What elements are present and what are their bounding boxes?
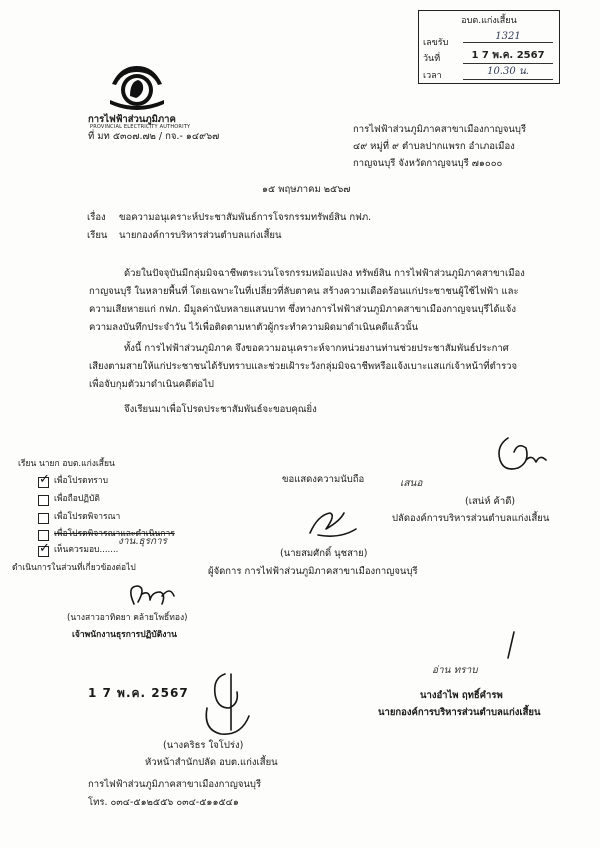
memo-to: เรียน นายก อบต.แก่งเสี้ยน — [18, 459, 115, 469]
letter-date: ๑๕ พฤษภาคม ๒๕๖๗ — [262, 184, 351, 195]
option-assign: เห็นควรมอบ....... — [54, 545, 119, 555]
closing-regards: ขอแสดงความนับถือ — [282, 474, 365, 485]
body-p1-line1: ด้วยในปัจจุบันมีกลุ่มมิจฉาชีพตระเวนโจรกรรมหม้อแปลง ทรัพย์สิน การไฟฟ้าส่วนภูมิภาคสาขาเมือง — [124, 268, 525, 279]
sender-signature — [300, 495, 360, 540]
clerk-name: (นางสาวอาทิตยา คล้ายโพธิ์ทอง) — [67, 613, 188, 623]
mayor-title: นายกองค์การบริหารส่วนตำบลแก่งเสี้ยน — [378, 707, 541, 718]
address-line-1: การไฟฟ้าส่วนภูมิภาคสาขาเมืองกาญจนบุรี — [353, 124, 527, 135]
body-p2-line3: เพื่อจับกุมตัวมาดำเนินคดีต่อไป — [89, 379, 214, 390]
recipient-label: เรียน — [87, 230, 108, 241]
org-name-th: การไฟฟ้าส่วนภูมิภาค — [88, 114, 176, 125]
stamp-time-label: เวลา — [423, 71, 442, 81]
memo-date-stamp: 1 7 พ.ค. 2567 — [88, 686, 189, 700]
org-name-en: PROVINCIAL ELECTRICITY AUTHORITY — [90, 124, 191, 130]
body-p2-line2: เสียงตามสายให้แก่ประชาชนได้รับทราบและช่วยเฝ้าระวังกลุ่มมิจฉาชีพหรือแจ้งเบาะแสแก่เจ้าหน้าที่ตำรวจ — [89, 361, 518, 372]
address-line-3: กาญจนบุรี จังหวัดกาญจนบุรี ๗๑๐๐๐ — [353, 158, 503, 169]
option-acknowledge: เพื่อโปรดทราบ — [54, 476, 108, 486]
sender-title: ผู้จัดการ การไฟฟ้าส่วนภูมิภาคสาขาเมืองกาญจนบุรี — [208, 566, 418, 577]
body-p1-line3: ความเสียหายแก่ กฟภ. มีมูลค่านับหลายแสนบาท ซึ่งทางการไฟฟ้าส่วนภูมิภาคสาขาเมืองกาญจนบุรีได้แจ้ง — [89, 304, 516, 315]
option-consider: เพื่อโปรดพิจารณา — [54, 512, 121, 522]
chief-signature — [195, 668, 257, 740]
stamp-received-label: เลขรับ — [423, 38, 449, 48]
document-number: ที่ มท ๕๓๐๗.๗๒ / กจ.- ๑๔๙๖๗ — [88, 131, 220, 142]
subject-label: เรื่อง — [87, 212, 106, 223]
checkbox-comply[interactable] — [38, 495, 49, 506]
sender-name: (นายสมศักดิ์ นุชสาย) — [280, 548, 368, 559]
clerk-title: เจ้าพนักงานธุรการปฏิบัติงาน — [72, 630, 177, 640]
mayor-signature-mark — [500, 630, 520, 662]
stamp-date-label: วันที่ — [423, 54, 441, 64]
subject-text: ขอความอนุเคราะห์ประชาสัมพันธ์การโจรกรรมทรัพย์สิน กฟภ. — [119, 212, 372, 223]
memo-hand-note: งาน.ธุรการ — [118, 536, 168, 547]
body-p2-line1: ทั้งนี้ การไฟฟ้าส่วนภูมิภาค จึงขอความอนุเคราะห์จากหน่วยงานท่านช่วยประชาสัมพันธ์ประกาศ — [124, 343, 509, 354]
body-p3: จึงเรียนมาเพื่อโปรดประชาสัมพันธ์จะขอบคุณยิ่ง — [124, 404, 317, 415]
memo-footer: ดำเนินการในส่วนที่เกี่ยวข้องต่อไป — [12, 563, 136, 573]
received-stamp — [418, 10, 560, 84]
body-p1-line4: ความลงบันทึกประจำวัน ไว้เพื่อติดตามหาตัวผู้กระทำความผิดมาดำเนินคดีแล้วนั้น — [89, 322, 419, 333]
mayor-note: อ่าน ทราบ — [432, 665, 478, 676]
address-line-2: ๔๙ หมู่ที่ ๙ ตำบลปากแพรก อำเภอเมือง — [353, 141, 515, 152]
pea-logo — [108, 62, 166, 114]
footer-org: การไฟฟ้าส่วนภูมิภาคสาขาเมืองกาญจนบุรี — [88, 779, 262, 790]
chief-title: หัวหน้าสำนักปลัด อบต.แก่งเสี้ยน — [145, 757, 278, 768]
footer-phone: โทร. ๐๓๔-๕๑๒๕๕๖ ๐๓๔-๕๑๑๕๔๑ — [88, 797, 239, 808]
deputy-signature — [488, 432, 552, 477]
option-consider-proceed: เพื่อโปรดพิจารณาและดำเนินการ — [54, 529, 175, 539]
chief-name: (นางคริธร ใจโปร่ง) — [163, 740, 244, 751]
checkbox-consider[interactable] — [38, 513, 49, 524]
deputy-name: (เสน่ห์ ค้าดี) — [465, 496, 516, 507]
recipient-text: นายกองค์การบริหารส่วนตำบลแก่งเสี้ยน — [119, 230, 282, 241]
body-p1-line2: กาญจนบุรี ในหลายพื้นที่ โดยเฉพาะในที่เปลี่ยวที่ลับตาคน สร้างความเดือดร้อนแก่ประชาชนผู้ใช้ไฟฟ้า และ — [89, 286, 519, 297]
deputy-note: เสนอ — [400, 478, 423, 489]
checkbox-acknowledge[interactable] — [38, 477, 49, 488]
option-comply: เพื่อถือปฏิบัติ — [54, 494, 100, 504]
stamp-time-value: 10.30 น. — [463, 64, 553, 80]
stamp-date-value: 1 7 พ.ค. 2567 — [463, 48, 553, 64]
checkbox-assign[interactable] — [38, 546, 49, 557]
clerk-signature — [120, 580, 180, 610]
stamp-received-no: 1321 — [463, 31, 553, 43]
checkbox-consider-proceed[interactable] — [38, 530, 49, 541]
mayor-name: นางอำไพ ฤทธิ์คำรพ — [420, 690, 503, 701]
stamp-org: อบต.แก่งเสี้ยน — [461, 16, 517, 26]
deputy-title: ปลัดองค์การบริหารส่วนตำบลแก่งเสี้ยน — [392, 513, 550, 524]
